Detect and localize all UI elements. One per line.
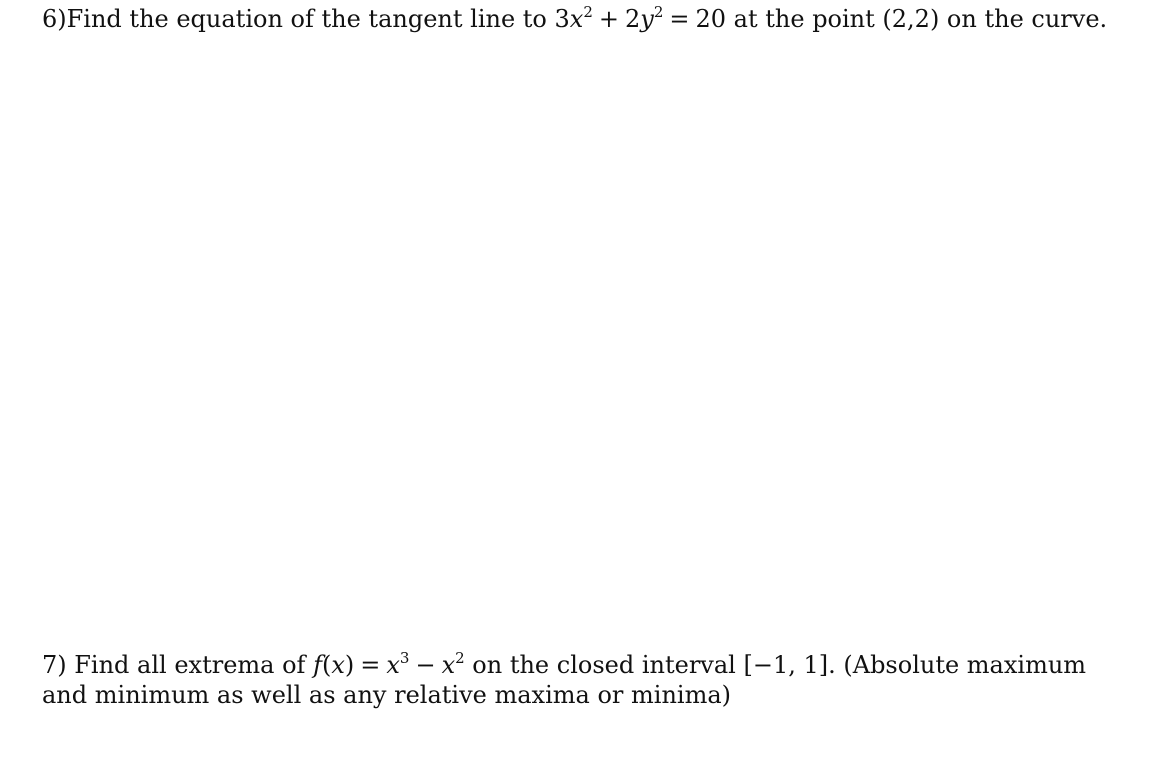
problem-6-text-after: at the point (2,2) on the curve. (726, 5, 1108, 33)
eq-coef-1: 3 (554, 5, 570, 33)
problem-7-text-before: Find all extrema of (66, 651, 314, 679)
func-equals: = (360, 651, 381, 679)
eq-exp-2: 2 (653, 3, 664, 21)
problem-7-interval-lead: on the closed interval (464, 651, 744, 679)
eq-exp-1: 2 (583, 3, 593, 21)
problem-7-number: 7) (42, 651, 67, 679)
problem-7 (42, 650, 1122, 710)
eq-plus: + (598, 5, 619, 33)
term-1-var: x (386, 651, 400, 679)
eq-var-x: x (569, 5, 584, 33)
term-2-var: x (441, 651, 456, 679)
eq-rhs: 20 (695, 5, 727, 33)
func-paren-open: ( (321, 651, 332, 679)
problem-6-text-before: Find the equation of the tangent line to (66, 5, 555, 33)
term-1-exp: 3 (399, 649, 410, 667)
problem-6-number: 6) (42, 5, 67, 33)
eq-equals: = (669, 5, 690, 33)
func-paren-close: ) (344, 651, 355, 679)
problem-6-equation (555, 5, 727, 33)
eq-coef-2: 2 (625, 5, 641, 33)
func-name: f (313, 651, 322, 679)
term-2-exp: 2 (455, 649, 465, 667)
problem-7-function (313, 651, 465, 679)
problem-7-text-after: . (Absolute maximum and minimum as well as any relative maxima or minima) (42, 651, 1087, 709)
func-arg: x (331, 651, 345, 679)
eq-var-y: y (640, 5, 654, 33)
problem-7-interval: [−1, 1] (743, 651, 829, 679)
problem-6 (42, 4, 1122, 34)
func-minus: − (415, 651, 436, 679)
